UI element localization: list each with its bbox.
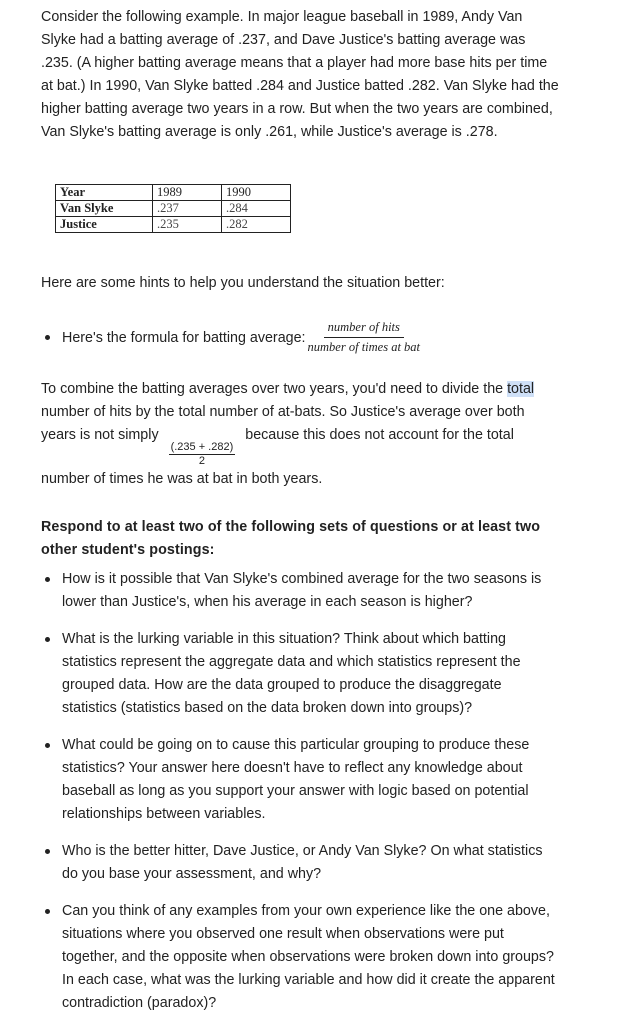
fraction-numerator: (.235 + .282) bbox=[170, 441, 234, 453]
table-cell-1989: .235 bbox=[153, 217, 222, 233]
formula-denominator: number of times at bat bbox=[307, 340, 421, 354]
average-fraction bbox=[169, 441, 236, 468]
fraction-denominator: 2 bbox=[198, 455, 205, 467]
combine-text-part2: number of hits by the total number of at-bats. So Justice's average over both years is not simply bbox=[41, 404, 525, 443]
selected-text-highlight: total bbox=[507, 381, 535, 397]
table-header-row bbox=[56, 185, 291, 201]
intro-paragraph: Consider the following example. In major league baseball in 1989, Andy Van Slyke had a batting average of .237, and Dave Justice's batting average was .235. (A higher batting average means that a player had more base hits per time at bat.) In 1990, Van Slyke batted .284 and Justice batted .282. Van Slyke had the higher batting average two years in a row. But when the two years are combined, Van Slyke's batting average is only .261, while Justice's average is .278. bbox=[41, 9, 559, 140]
list-item: What could be going on to cause this particular grouping to produce these statistics? Your answer here doesn't have to reflect any knowledge about baseball as long as you support your answer with logic based on potential relationships between variables. bbox=[45, 734, 557, 826]
formula-numerator: number of hits bbox=[324, 320, 404, 338]
table-header-1990: 1990 bbox=[222, 185, 291, 201]
bullet-dot-icon bbox=[45, 335, 50, 340]
table-cell-player: Justice bbox=[56, 217, 153, 233]
batting-table bbox=[55, 184, 291, 233]
formula-bullet bbox=[45, 320, 420, 355]
list-item: Can you think of any examples from your own experience like the one above, situations where you observed one result when observations were put together, and the opposite when observations were broken down into groups? In each case, what was the lurking variable and how did it create the apparent contradiction (paradox)? bbox=[45, 900, 557, 1015]
list-item: How is it possible that Van Slyke's combined average for the two seasons is lower than Justice's, when his average in each season is higher? bbox=[45, 568, 557, 614]
table-cell-1990: .284 bbox=[222, 201, 291, 217]
respond-instruction: Respond to at least two of the following sets of questions or at least two other student's postings: bbox=[41, 519, 541, 559]
table-cell-1989: .237 bbox=[153, 201, 222, 217]
document-body bbox=[41, 6, 561, 1011]
table-row bbox=[56, 217, 291, 233]
table-cell-player: Van Slyke bbox=[56, 201, 153, 217]
batting-average-formula bbox=[308, 320, 421, 355]
question-list bbox=[45, 568, 557, 1015]
table-header-year: Year bbox=[56, 185, 153, 201]
table-header-1989: 1989 bbox=[153, 185, 222, 201]
list-item: Who is the better hitter, Dave Justice, or Andy Van Slyke? On what statistics do you base your assessment, and why? bbox=[45, 840, 557, 886]
formula-label: Here's the formula for batting average: bbox=[62, 329, 306, 346]
table-row bbox=[56, 201, 291, 217]
combine-paragraph bbox=[41, 378, 561, 491]
list-item: What is the lurking variable in this situation? Think about which batting statistics represent the aggregate data and which statistics represent the grouped data. How are the data grouped to produce the disaggregate statistics (statistics based on the data broken down into groups)? bbox=[45, 628, 557, 720]
hints-intro: Here are some hints to help you understand the situation better: bbox=[41, 275, 445, 291]
combine-text-part3: because this does not account for the total number of times he was at bat in both years. bbox=[41, 427, 514, 487]
combine-text-part1: To combine the batting averages over two years, you'd need to divide the bbox=[41, 381, 508, 397]
table-cell-1990: .282 bbox=[222, 217, 291, 233]
